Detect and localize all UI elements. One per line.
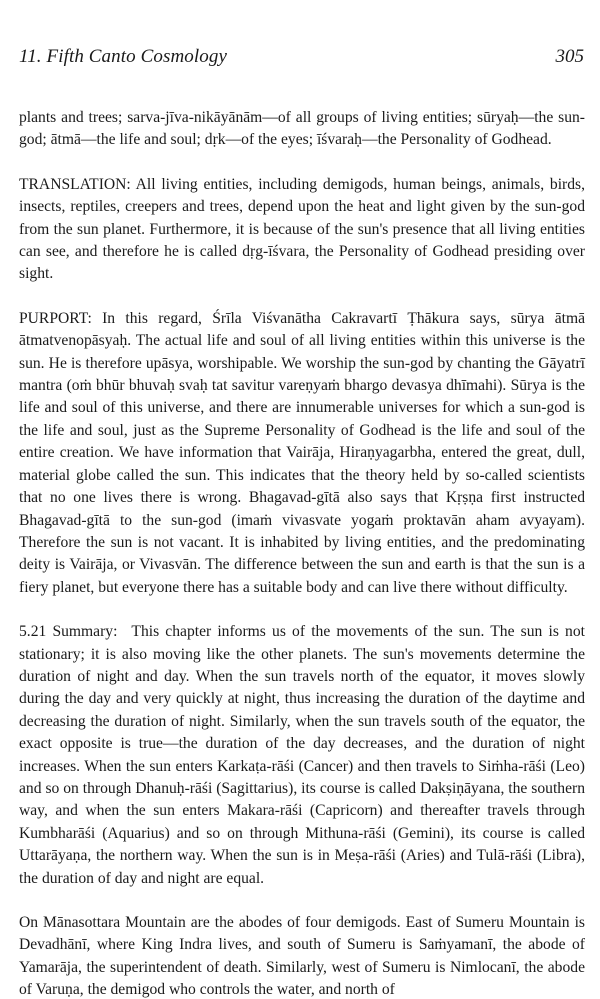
page-body bbox=[19, 107, 585, 999]
synonyms-paragraph: plants and trees; sarva-jīva-nikāyānām—of all groups of living entities; sūryaḥ—the sun-god; ātmā—the life and soul; dṛk—of the eyes; īśvaraḥ—the Personality of Godhead. bbox=[19, 109, 585, 149]
translation-paragraph: TRANSLATION: All living entities, including demigods, human beings, animals, birds, insects, reptiles, creepers and trees, depend upon the heat and light given by the sun-god from the sun planet. Furthermore, it is because of the sun's presence that all living entities can see, and therefore he is called dṛg-īśvara, the Personality of Godhead presiding over sight. bbox=[19, 175, 585, 283]
summary-label: 5.21 Summary: bbox=[19, 623, 118, 641]
running-header bbox=[19, 46, 584, 72]
purport-paragraph: PURPORT: In this regard, Śrīla Viśvanātha Cakravartī Ṭhākura says, sūrya ātmā ātmatvenopāsyaḥ. The actual life and soul of all living entities within this universe is the sun. He is therefore upāsya, worshipable. We worship the sun-god by chanting the Gāyatrī mantra (oṁ bhūr bhuvaḥ svaḥ tat savitur vareṇyaṁ bhargo devasya dhīmahi). Sūrya is the life and soul of this universe, and there are innumerable universes for which a sun-god is the life and soul, just as the Supreme Personality of Godhead is the life and soul of the entire creation. We have information that Vairāja, Hiraṇyagarbha, entered the great, dull, material globe called the sun. This indicates that the theory held by so-called scientists that no one lives there is wrong. Bhagavad-gītā also says that Kṛṣṇa first instructed Bhagavad-gītā to the sun-god (imaṁ vivasvate yogaṁ proktavān aham avyayam). Therefore the sun is not vacant. It is inhabited by living entities, and the predominating deity is Vairāja, or Vivasvān. The difference between the sun and earth is that the sun is a fiery planet, but everyone there has a suitable body and can live there without difficulty. bbox=[19, 309, 585, 596]
closing-paragraph: On Mānasottara Mountain are the abodes of four demigods. East of Sumeru Mountain is Devadhānī, where King Indra lives, and south of Sumeru is Saṁyamanī, the abode of Yamarāja, the superintendent of death. Similarly, west of Sumeru is Nimlocanī, the abode of Varuṇa, the demigod who controls the water, and north of bbox=[19, 914, 585, 999]
summary-text: This chapter informs us of the movements of the sun. The sun is not stationary; it is also moving like the other planets. The sun's movements determine the duration of night and day. When the sun travels north of the equator, it moves slowly during the day and very quickly at night, thus increasing the duration of the daytime and decreasing the duration of night. Similarly, when the sun travels south of the equator, the exact opposite is true—the duration of the day decreases, and the duration of night increases. When the sun enters Karkaṭa-rāśi (Cancer) and then travels to Siṁha-rāśi (Leo) and so on through Dhanuḥ-rāśi (Sagittarius), its course is called Dakṣiṇāyana, the southern way, and when the sun enters Makara-rāśi (Capricorn) and thereafter travels through Kumbharāśi (Aquarius) and so on through Mithuna-rāśi (Gemini), its course is called Uttarāyaṇa, the northern way. When the sun is in Meṣa-rāśi (Aries) and Tulā-rāśi (Libra), the duration of day and night are equal. bbox=[19, 623, 585, 887]
page-number: 305 bbox=[555, 46, 584, 67]
summary-paragraph bbox=[19, 621, 585, 890]
chapter-title: 11. Fifth Canto Cosmology bbox=[19, 46, 227, 67]
